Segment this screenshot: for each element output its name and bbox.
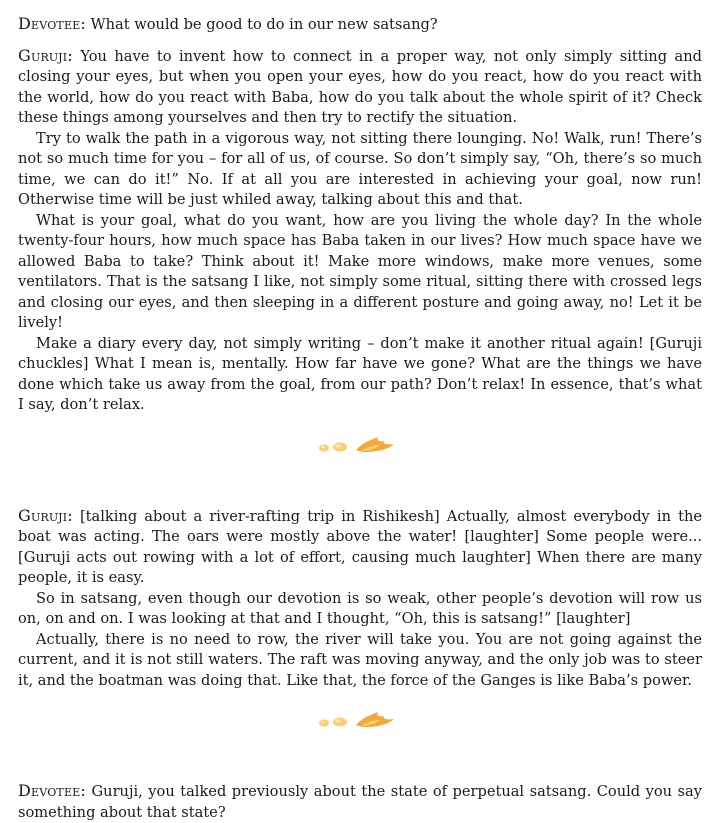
paragraph: Actually, there is no need to row, the river will take you. You are not going against the current, and it is not still waters. The raft was moving anyway, and the only job was to steer it, and the boatman was doing that. Like that, the force of the Ganges is like Baba’s power. [18, 630, 702, 689]
paragraph: What is your goal, what do you want, how are you living the whole day? In the whole twenty-four hours, how much space has Baba taken in our lives? How much space have we allowed Baba to take? Think about it! Make more windows, make more venues, some ventilators. That is the satsang I like, not simply some ritual, sitting there with crossed legs and closing our eyes, and then sleeping in a different posture and going away, no! Let it be lively! [18, 211, 702, 331]
devotee-question-1 [18, 14, 702, 36]
section-divider [18, 416, 702, 476]
paragraph: Make a diary every day, not simply writing – don’t make it another ritual again! [Guruji chuckles] What I mean is, mentally. How far have we gone? What are the things we have done which take us away from the goal, from our path? Don’t relax! In essence, that’s what I say, don’t relax. [18, 334, 702, 413]
paragraph: Try to walk the path in a vigorous way, not sitting there lounging. No! Walk, run! There’s not so much time for you – for all of us, of course. So don’t simply say, “Oh, there’s so much time, we can do it!” No. If at all you are interested in achieving your goal, now run! Otherwise time will be just whiled away, talking about this and that. [18, 129, 702, 208]
speaker-label: Devotee: [18, 781, 87, 800]
paragraph: So in satsang, even though our devotion is so weak, other people’s devotion will row us on, on and on. I was looking at that and I thought, “Oh, this is satsang!” [laughter] [18, 589, 702, 627]
guruji-answer-1 [18, 46, 702, 129]
book-page [18, 14, 702, 823]
answer-text: You have to invent how to connect in a proper way, not only simply sitting and closing your eyes, but when you open your eyes, how do you react, how do you react with the world, how do you react with Baba, how do you talk about the whole spirit of it? Check these things among yourselves and then try to rectify the situation. [18, 47, 702, 126]
devotee-question-2 [18, 781, 702, 823]
speaker-label: Guruji: [18, 505, 73, 525]
flame-ornament-icon [318, 435, 402, 457]
speaker-label: Guruji: [18, 45, 73, 65]
flame-ornament-icon [318, 710, 402, 732]
speaker-label: Devotee: [18, 14, 87, 33]
question-text: Guruji, you talked previously about the state of perpetual satsang. Could you say something about that state? [18, 783, 702, 821]
answer-text: [talking about a river-rafting trip in Rishikesh] Actually, almost everybody in the boat was acting. The oars were mostly above the water! [laughter] Some people were... [Guruji acts out rowing with a lot of effort, causing much laughter] When there are many people, it is easy. [18, 507, 702, 586]
question-text: What would be good to do in our new satsang? [86, 16, 438, 33]
section-divider [18, 691, 702, 751]
guruji-answer-2 [18, 506, 702, 589]
